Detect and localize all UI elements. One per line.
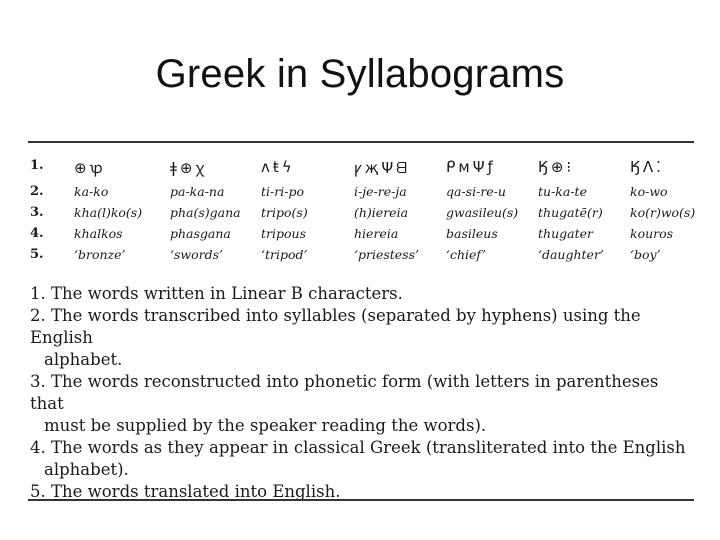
row-number: 5.	[30, 247, 44, 262]
linear-b-glyphs: Ӄ⊕⁝	[538, 158, 575, 176]
syllable-cell: i-je-re-ja	[354, 184, 407, 199]
table-row-linear-b	[28, 158, 694, 178]
note-continuation: alphabet.	[44, 350, 123, 369]
linear-b-glyphs: ǂ⊕ꭓ	[170, 159, 207, 177]
syllable-cell: qa-si-re-u	[446, 184, 506, 199]
note-continuation: must be supplied by the speaker reading the words).	[44, 416, 487, 435]
linear-b-glyphs: ʌŧϟ	[261, 158, 295, 176]
syllable-cell: ko-wo	[630, 184, 668, 199]
classical-cell: basileus	[446, 226, 498, 241]
note-text: 3. The words reconstructed into phonetic form (with letters in parentheses that	[30, 372, 659, 413]
classical-cell: khalkos	[74, 226, 123, 241]
note-text: 4. The words as they appear in classical Greek (transliterated into the English	[30, 438, 686, 457]
syllable-cell: ti-ri-po	[261, 184, 304, 199]
table-row-english	[28, 247, 694, 267]
linear-b-glyphs: ᑭмΨƒ	[446, 158, 496, 176]
note-text: 5. The words translated into English.	[30, 482, 341, 501]
note-continuation: alphabet).	[44, 460, 129, 479]
table-row-classical	[28, 226, 694, 246]
linear-b-glyphs: ꝩҗΨᗺ	[354, 159, 410, 177]
syllable-cell: pa-ka-na	[170, 184, 225, 199]
table-row-syllables	[28, 184, 694, 204]
english-cell: ‘boy’	[630, 247, 661, 262]
linear-b-glyphs: ӃΛ⁚	[630, 158, 664, 176]
slide-title: Greek in Syllabograms	[155, 52, 565, 96]
note-text: 1. The words written in Linear B characters.	[30, 284, 403, 303]
english-cell: ‘daughter’	[538, 247, 604, 262]
phonetic-cell: gwasileu(s)	[446, 205, 519, 220]
phonetic-cell: thugatē(r)	[538, 205, 603, 220]
top-rule	[28, 141, 694, 143]
row-number: 2.	[30, 184, 44, 199]
row-number: 4.	[30, 226, 44, 241]
phonetic-cell: ko(r)wo(s)	[630, 205, 696, 220]
row-number: 3.	[30, 205, 44, 220]
linear-b-glyphs: ⊕ꝕ	[74, 159, 106, 177]
phonetic-cell: tripo(s)	[261, 205, 308, 220]
syllable-cell: ka-ko	[74, 184, 109, 199]
notes-list	[30, 283, 690, 503]
english-cell: ‘bronze’	[74, 247, 126, 262]
english-cell: ‘tripod’	[261, 247, 308, 262]
classical-cell: kouros	[630, 226, 674, 241]
classical-cell: thugater	[538, 226, 593, 241]
phonetic-cell: (h)iereia	[354, 205, 409, 220]
english-cell: ‘priestess’	[354, 247, 419, 262]
english-cell: ‘swords’	[170, 247, 223, 262]
note-item	[30, 437, 690, 481]
classical-cell: tripous	[261, 226, 306, 241]
classical-cell: hiereia	[354, 226, 399, 241]
phonetic-cell: pha(s)gana	[170, 205, 241, 220]
table-row-phonetic	[28, 205, 694, 225]
note-text: 2. The words transcribed into syllables (separated by hyphens) using the English	[30, 306, 641, 347]
bottom-rule	[28, 499, 694, 501]
note-item	[30, 305, 690, 371]
english-cell: ‘chief’	[446, 247, 486, 262]
classical-cell: phasgana	[170, 226, 231, 241]
row-number: 1.	[30, 158, 44, 173]
phonetic-cell: kha(l)ko(s)	[74, 205, 143, 220]
note-item	[30, 371, 690, 437]
note-item	[30, 283, 690, 305]
syllable-cell: tu-ka-te	[538, 184, 587, 199]
